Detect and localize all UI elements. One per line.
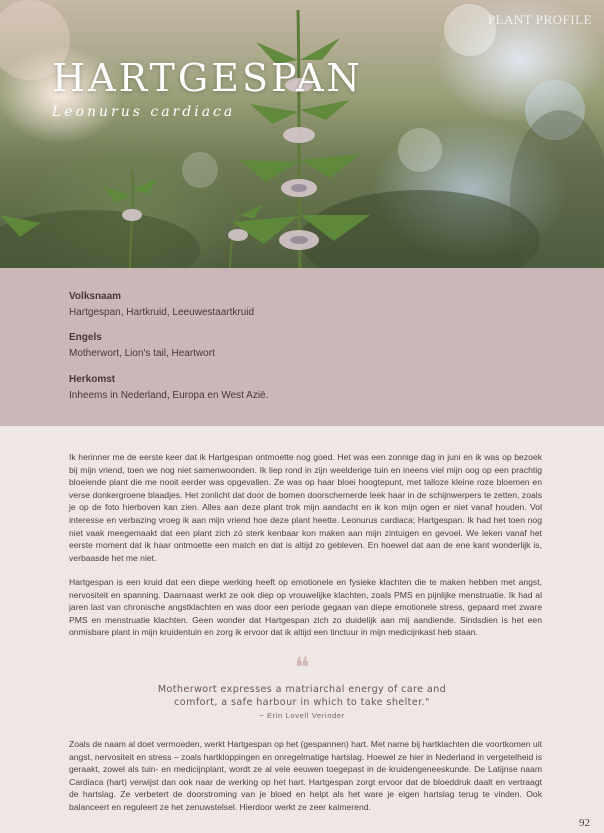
quote-author: ~ Erin Lovell Verinder bbox=[259, 711, 345, 720]
info-label: Volksnaam bbox=[69, 291, 122, 302]
info-value: Inheems in Nederland, Europa en West Azië. bbox=[69, 390, 269, 401]
quote-mark-icon: ❝ bbox=[294, 651, 310, 684]
page-number: 92 bbox=[579, 817, 590, 829]
page-title: HARTGESPAN bbox=[52, 56, 363, 100]
section-label: PLANT PROFILE bbox=[487, 12, 592, 27]
info-common-name bbox=[69, 291, 254, 318]
hero-photo bbox=[0, 0, 604, 268]
info-label: Herkomst bbox=[69, 374, 116, 385]
motherwort-plant-illustration bbox=[0, 0, 604, 268]
latin-name: Leonurus cardiaca bbox=[52, 104, 236, 120]
info-value: Hartgespan, Hartkruid, Leeuwestaartkruid bbox=[69, 307, 255, 318]
info-value: Motherwort, Lion's tail, Heartwort bbox=[69, 348, 215, 359]
info-english-name bbox=[69, 332, 215, 359]
info-label: Engels bbox=[69, 332, 102, 343]
pull-quote: Motherwort expresses a matriarchal energy of care and comfort, a safe harbour in which to take shelter." bbox=[157, 684, 447, 708]
plant-info-panel bbox=[0, 268, 604, 426]
paragraph-intro: Ik herinner me de eerste keer dat ik Hartgespan ontmoette nog goed. Het was een zonnige dag in juni en ik was op bezoek bij mijn vriend, toen we nog niet samenwoonden. Ik liep rond in zijn weelderige tuin en ineens viel mijn oog op een prachtig bloeiende plant die me nooit eerder was opgevallen. Ze was op haar bloei hoogtepunt, met talloze kleine roze bloemen en verse donkergroene blaadjes. Het zonlicht dat door de bomen doorschemerde leek haar in de schijnwerpers te zetten, zoals je op de foto hierboven kan zien. Alles aan deze plant trok mijn aandacht en ik kon mijn ogen er niet vanaf houden. Vol interesse en verbazing vroeg ik aan mijn vriend hoe deze plant heette. Leonurus cardiaca; Hartgespan. Ik had het toen nog niet vaak meegemaakt dat een plant zich zó sterk kenbaar kon maken aan mijn zintuigen en gevoel. We leken vanaf het eerste moment dat ik haar ontmoette een match en dat is altijd zo gebleven. En hoewel dat aan de ene kant wonderlijk is, verbaasde het me niet. bbox=[69, 452, 542, 563]
paragraph-effects: Hartgespan is een kruid dat een diepe werking heeft op emotionele en fysieke klachten die te maken hebben met angst, nervositeit en spanning. Daarnaast werkt ze ook diep op vrouwelijke klachten, zoals PMS en pijnlijke menstruatie. Ik had al jaren last van chronische angstklachten en was door een periode gegaan van diepe emotionele stress, gepaard met zware PMS en menstruatie klachten. Geen wonder dat Hartgespan zich zo duidelijk aan mij aandiende. Sindsdien is het een onmisbare plant in mijn kruidentuin en zorg ik ervoor dat ik altijd een tinctuur in mijn medicijnkast heb staan. bbox=[69, 577, 542, 638]
info-origin bbox=[69, 374, 268, 401]
paragraph-heart: Zoals de naam al doet vermoeden, werkt Hartgespan op het (gespannen) hart. Met name bij hartklachten die voortkomen uit angst, nervositeit en stress – zoals hartkloppingen en onregelmatige hartslag. Hoewel ze hier in Nederland in vergetelheid is geraakt, zowel als tuin- en medicijnplant, wordt ze al vele eeuwen toegepast in de kruidengeneeskunde. De Latijnse naam Cardiaca (hart) verwijst dan ook naar de werking op het hart. Hartgespan zorgt ervoor dat de bloeddruk daalt en vertraagt de hartslag. Ze verbetert de doorstroming van je bloed en helpt als het ware je eigen hartslag terug te vinden. Ook balanceert en reguleert ze het zenuwstelsel. Hierdoor werkt ze zeer kalmerend. bbox=[69, 739, 542, 812]
